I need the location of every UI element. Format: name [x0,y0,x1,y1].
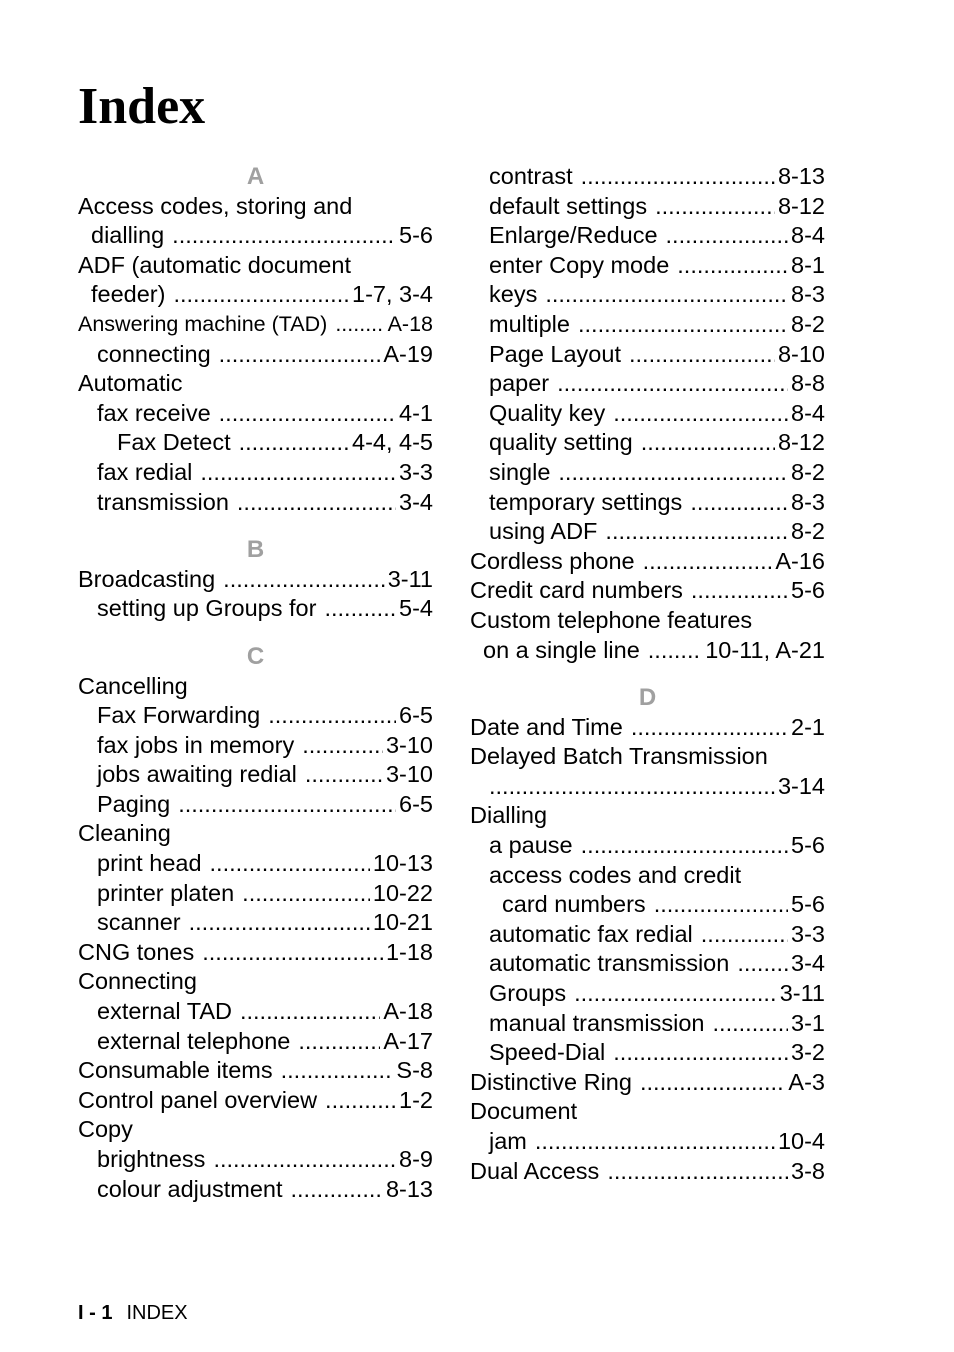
dot-leader [629,340,775,370]
dot-leader [172,221,396,251]
index-entry [470,713,825,743]
entry-page-ref: 8-12 [777,192,825,219]
page-footer [78,1300,188,1326]
entry-term: Answering machine (TAD) [78,311,328,336]
entry-page-ref: 1-7, 3-4 [352,281,433,308]
entry-page-ref: 10-11, A-21 [705,636,825,663]
dot-leader [607,1157,788,1187]
entry-term: Fax Detect [117,429,231,456]
index-entry [470,280,825,310]
index-entry [470,251,825,281]
dot-leader [324,594,396,624]
dot-leader [291,1175,383,1205]
entry-term: Dual Access [470,1157,600,1184]
entry-page-ref: 3-2 [791,1039,825,1066]
index-entry [470,890,825,920]
index-entry [78,369,433,399]
entry-term: Automatic [78,370,183,397]
entry-term: Cancelling [78,672,188,699]
index-entry [78,879,433,909]
entry-term: default settings [489,192,648,219]
section-letter: D [638,684,657,712]
index-entry [470,949,825,979]
entry-page-ref: 8-4 [791,222,825,249]
index-entry [78,428,433,458]
index-entry [78,819,433,849]
entry-page-ref: A-17 [383,1027,433,1054]
entry-term: Delayed Batch Transmission [470,743,768,770]
index-entry [470,772,825,802]
entry-page-ref: 3-10 [385,731,433,758]
entry-page-ref: 1-18 [385,938,433,965]
entry-term: Speed-Dial [489,1039,606,1066]
index-entry [78,731,433,761]
section-letter: C [246,642,265,670]
index-entry [78,1115,433,1145]
entry-term: manual transmission [489,1009,705,1036]
index-entry [78,790,433,820]
entry-term: jobs awaiting redial [97,761,297,788]
entry-term: print head [97,850,202,877]
index-entry [78,1145,433,1175]
entry-page-ref: 5-6 [791,832,825,859]
entry-term: brightness [97,1146,206,1172]
index-entry [78,399,433,429]
entry-term: Fax Forwarding [97,702,261,729]
entry-term: enter Copy mode [489,251,670,278]
entry-page-ref: 8-2 [791,518,825,545]
entry-page-ref: A-18 [383,998,433,1025]
index-entry [470,428,825,458]
index-entry [78,997,433,1027]
entry-page-ref: 3-10 [385,761,433,788]
entry-term: Consumable items [78,1057,273,1084]
entry-page-ref: 10-22 [372,879,433,906]
entry-page-ref: 4-1 [399,399,433,426]
index-entry [78,340,433,370]
entry-page-ref: 8-4 [791,399,825,426]
entry-term: temporary settings [489,488,683,515]
index-entry [78,1056,433,1086]
entry-term: Dialling [470,802,548,829]
entry-page-ref: 8-3 [791,281,825,308]
index-entry [470,801,825,831]
entry-term: contrast [489,163,573,189]
dot-leader [223,565,385,595]
index-entry [78,1175,433,1205]
entry-page-ref: 3-8 [791,1157,825,1184]
index-entry [470,742,825,772]
entry-page-ref: 5-6 [791,891,825,918]
index-entry [470,979,825,1009]
dot-leader [335,310,384,340]
index-entry [470,340,825,370]
entry-term: automatic transmission [489,950,730,977]
entry-page-ref: 3-11 [779,980,825,1007]
dot-leader [557,369,788,399]
entry-term: Enlarge/Reduce [489,222,658,249]
entry-term: multiple [489,310,570,337]
entry-term: dialling [91,222,165,249]
dot-leader [219,399,396,429]
entry-term: scanner [97,909,181,936]
dot-leader [605,517,788,547]
dot-leader [654,890,788,920]
entry-term: connecting [97,340,211,367]
dot-leader [545,280,788,310]
index-entry [78,488,433,518]
dot-leader [574,979,777,1009]
entry-page-ref: 8-12 [777,429,825,456]
entry-term: Paging [97,790,171,817]
index-entry [470,606,825,636]
dot-leader [737,949,788,979]
index-entry [470,1157,825,1187]
index-entry [470,1009,825,1039]
index-entry [470,547,825,577]
section-letter: A [246,163,265,190]
entry-page-ref: A-16 [775,547,825,574]
entry-term: ADF (automatic document [78,251,351,278]
entry-term: Copy [78,1116,133,1143]
index-column-right [470,162,825,1186]
entry-page-ref: 3-1 [791,1009,825,1036]
dot-leader [535,1127,775,1157]
entry-term: using ADF [489,518,598,545]
entry-page-ref: A-3 [788,1068,825,1095]
dot-leader [213,1145,396,1175]
entry-term: feeder) [91,281,166,308]
dot-leader [631,713,788,743]
entry-term: fax jobs in memory [97,731,295,758]
index-entry [470,1097,825,1127]
entry-term: card numbers [502,891,646,918]
entry-term: Document [470,1098,578,1125]
index-entry [470,576,825,606]
index-entry [470,861,825,891]
dot-leader [613,1038,788,1068]
index-entry [78,938,433,968]
entry-term: fax receive [97,399,211,426]
dot-leader [648,636,702,666]
entry-page-ref: 8-1 [791,251,825,278]
dot-leader [641,428,775,458]
index-entry [470,221,825,251]
footer-label: INDEX [126,1302,188,1324]
entry-term: single [489,458,551,485]
entry-term: a pause [489,832,573,859]
dot-leader [305,760,383,790]
dot-leader [325,1086,396,1116]
entry-page-ref: 3-14 [777,772,825,799]
entry-term: Quality key [489,399,606,426]
index-entry [470,1127,825,1157]
index-entry [470,162,825,192]
dot-leader [202,938,383,968]
entry-page-ref: 5-6 [791,577,825,604]
dot-leader [489,772,775,802]
entry-term: Broadcasting [78,565,216,592]
entry-term: paper [489,370,550,397]
dot-leader [640,1068,785,1098]
entry-page-ref: 8-2 [791,458,825,485]
entry-page-ref: 8-13 [385,1175,433,1202]
entry-term: quality setting [489,429,633,456]
index-entry [470,1068,825,1098]
entry-term: automatic fax redial [489,920,693,947]
entry-page-ref: 10-13 [372,850,433,877]
index-entry [78,310,433,340]
entry-page-ref: 3-4 [791,950,825,977]
dot-leader [210,849,370,879]
entry-term: Distinctive Ring [470,1068,632,1095]
entry-page-ref: 8-9 [399,1146,433,1172]
index-entry [78,967,433,997]
entry-term: Page Layout [489,340,621,367]
entry-page-ref: 8-3 [791,488,825,515]
index-entry [78,701,433,731]
entry-term: fax redial [97,458,193,485]
entry-term: external telephone [97,1027,291,1054]
entry-page-ref: 8-8 [791,370,825,397]
entry-page-ref: 8-13 [777,163,825,189]
entry-term: jam [489,1128,527,1154]
entry-term: external TAD [97,998,232,1025]
entry-term: Cleaning [78,820,171,847]
entry-term: transmission [97,488,229,515]
dot-leader [281,1056,394,1086]
entry-term: Access codes, storing and [78,192,353,219]
dot-leader [178,790,396,820]
index-entry [470,920,825,950]
index-entry [470,192,825,222]
index-entry [470,517,825,547]
index-entry [470,310,825,340]
entry-page-ref: 6-5 [399,790,433,817]
entry-term: printer platen [97,879,235,906]
section-letter: B [246,536,265,564]
dot-leader [691,576,788,606]
index-entry [78,1027,433,1057]
index-entry [78,760,433,790]
entry-page-ref: 5-6 [399,222,433,249]
index-entry [470,636,825,666]
entry-term: Connecting [78,968,197,995]
dot-leader [237,488,396,518]
entry-page-ref: A-19 [383,340,433,367]
page-title: Index [78,78,206,135]
entry-term: colour adjustment [97,1175,283,1202]
index-entry [78,280,433,310]
entry-term: on a single line [483,636,640,663]
dot-leader [713,1009,789,1039]
dot-leader [701,920,788,950]
entry-page-ref: 10-4 [777,1128,825,1154]
entry-page-ref: 10-21 [372,909,433,936]
dot-leader [643,547,773,577]
dot-leader [302,731,383,761]
index-entry [78,594,433,624]
dot-leader [581,162,775,192]
entry-page-ref: 4-4, 4-5 [352,429,433,456]
index-entry [470,1038,825,1068]
entry-page-ref: S-8 [396,1057,433,1084]
entry-page-ref: 3-4 [399,488,433,515]
entry-page-ref: 6-5 [399,702,433,729]
entry-term: Date and Time [470,713,623,740]
dot-leader [677,251,788,281]
dot-leader [655,192,775,222]
index-entry [470,369,825,399]
entry-term: Control panel overview [78,1086,318,1113]
dot-leader [666,221,789,251]
dot-leader [268,701,396,731]
index-entry [78,908,433,938]
entry-term: CNG tones [78,938,195,965]
dot-leader [613,399,788,429]
entry-page-ref: A-18 [387,311,433,336]
dot-leader [239,428,349,458]
entry-term: access codes and credit [489,861,742,888]
entry-term: keys [489,281,538,308]
entry-term: Groups [489,980,567,1007]
dot-leader [173,280,349,310]
dot-leader [242,879,370,909]
entry-page-ref: 3-3 [399,458,433,485]
entry-term: setting up Groups for [97,595,317,622]
index-entry [470,488,825,518]
index-entry [470,458,825,488]
dot-leader [219,340,381,370]
entry-page-ref: 5-4 [399,595,433,622]
entry-page-ref: 2-1 [791,713,825,740]
dot-leader [200,458,396,488]
index-column-left [78,162,433,1204]
dot-leader [558,458,788,488]
page-number: I - 1 [78,1302,113,1324]
dot-leader [240,997,380,1027]
index-entry [78,221,433,251]
dot-leader [298,1027,380,1057]
index-entry [470,399,825,429]
dot-leader [578,310,788,340]
entry-page-ref: 3-3 [791,920,825,947]
entry-page-ref: 8-10 [777,340,825,367]
entry-page-ref: 1-2 [399,1086,433,1113]
index-entry [78,458,433,488]
index-entry [78,672,433,702]
entry-term: Credit card numbers [470,577,683,604]
index-entry [78,251,433,281]
dot-leader [189,908,370,938]
index-entry [78,192,433,222]
dot-leader [690,488,788,518]
index-entry [470,831,825,861]
entry-page-ref: 8-2 [791,310,825,337]
entry-term: Cordless phone [470,547,635,574]
index-entry [78,565,433,595]
entry-page-ref: 3-11 [387,565,433,592]
index-entry [78,1086,433,1116]
entry-term: Custom telephone features [470,606,753,633]
index-entry [78,849,433,879]
dot-leader [581,831,788,861]
